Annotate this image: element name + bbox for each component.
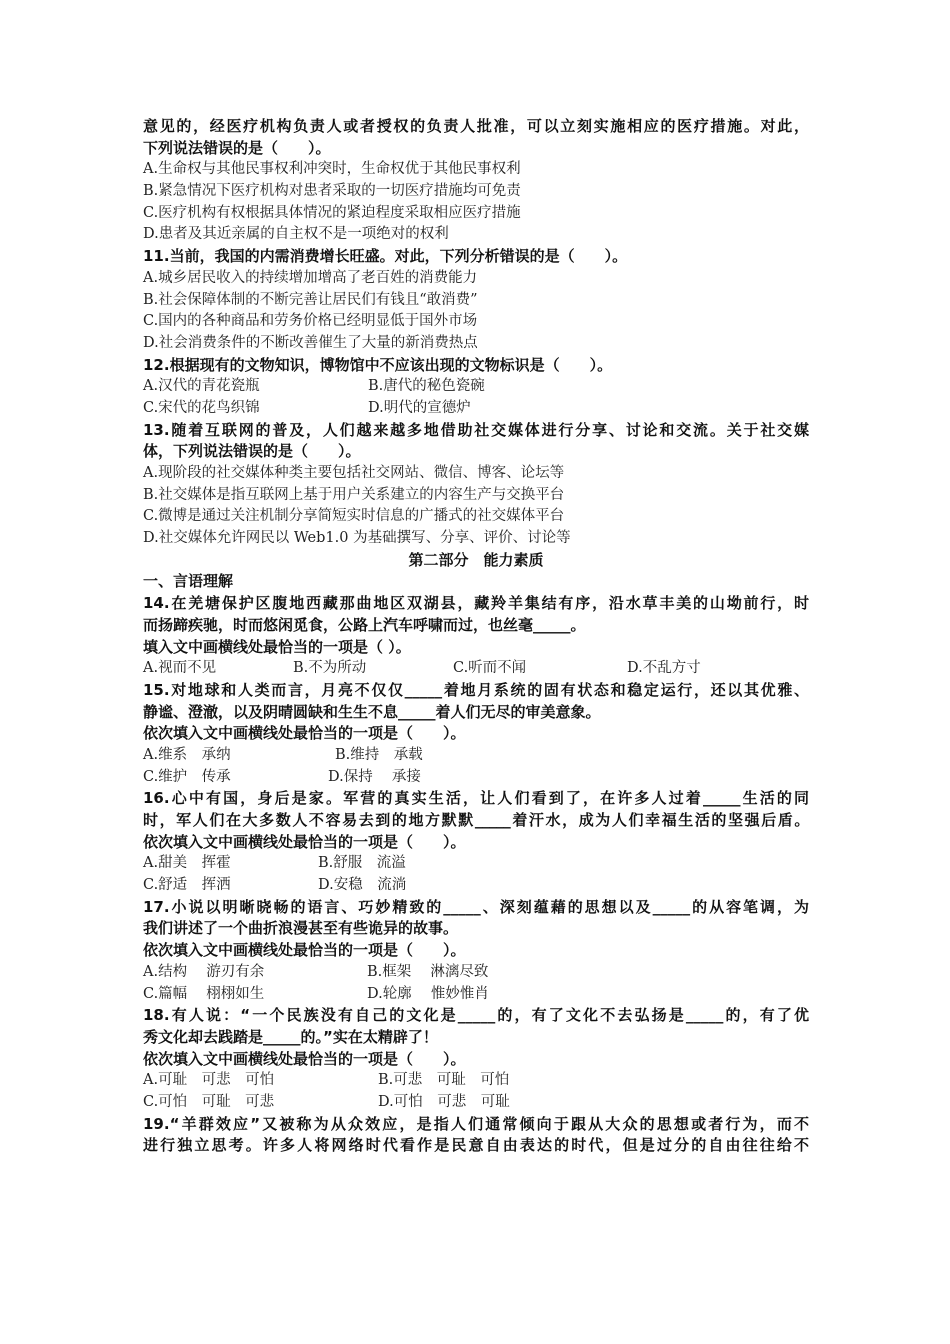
question-18-option-c: C.可怕 可耻 可悲 [143, 1093, 275, 1110]
question-17-option-c: C.篇幅 栩栩如生 [143, 985, 265, 1002]
document-page [143, 116, 809, 1157]
question-17-stem: 我们讲述了一个曲折浪漫甚至有些诡异的故事。 [143, 919, 459, 938]
question-12-option-d: D.明代的宣德炉 [368, 399, 471, 416]
question-11-stem: 11.当前，我国的内需消费增长旺盛。对此，下列分析错误的是（ ）。 [143, 247, 628, 266]
question-10-option-a: A.生命权与其他民事权利冲突时，生命权优于其他民事权利 [143, 161, 521, 178]
question-15-option-d: D.保持 承接 [328, 768, 421, 785]
question-18-option-d: D.可怕 可悲 可耻 [378, 1093, 510, 1110]
question-18-stem: 秀文化却去践踏是_____的。”实在太精辟了！ [143, 1027, 438, 1046]
question-15-option-c: C.维护 传承 [143, 768, 231, 785]
question-17-prompt: 依次填入文中画横线处最恰当的一项是（ ）。 [143, 941, 466, 960]
question-12-option-a: A.汉代的青花瓷瓶 [143, 378, 260, 395]
question-12-stem: 12.根据现有的文物知识，博物馆中不应该出现的文物标识是（ ）。 [143, 355, 613, 374]
question-14-prompt: 填入文中画横线处最恰当的一项是（ ）。 [143, 637, 411, 656]
question-13-option-d: D.社交媒体允许网民以 Web1.0 为基础撰写、分享、评价、讨论等 [143, 530, 571, 547]
question-16-stem: 16.心中有国，身后是家。军营的真实生活，让人们看到了，在许多人过着_____生活的同 [143, 789, 809, 808]
section-verbal-title: 一、言语理解 [143, 572, 234, 591]
question-15-option-b: B.维持 承载 [335, 746, 423, 763]
question-15-prompt: 依次填入文中画横线处最恰当的一项是（ ）。 [143, 724, 466, 743]
question-13-option-b: B.社交媒体是指互联网上基于用户关系建立的内容生产与交换平台 [143, 486, 565, 503]
question-14-option-c: C.听而不闻 [453, 660, 527, 677]
question-14-stem: 而扬蹄疾驰，时而悠闲觅食，公路上汽车呼啸而过，也丝毫_____。 [143, 615, 586, 634]
question-17-options-row [143, 984, 809, 1006]
question-10-option-b: B.紧急情况下医疗机构对患者采取的一切医疗措施均可免责 [143, 183, 521, 200]
question-18-options-row [143, 1070, 809, 1092]
question-17-option-b: B.框架 淋漓尽致 [367, 963, 489, 980]
question-15-options-row [143, 745, 809, 767]
question-16-option-a: A.甜美 挥霍 [143, 855, 231, 872]
question-13-option-c: C.微博是通过关注机制分享简短实时信息的广播式的社交媒体平台 [143, 508, 565, 525]
question-13-option-a: A.现阶段的社交媒体种类主要包括社交网站、微信、博客、论坛等 [143, 465, 565, 481]
question-16-options-row [143, 875, 809, 897]
question-14-options-row [143, 658, 809, 680]
question-14-stem: 14.在羌塘保护区腹地西藏那曲地区双湖县，藏羚羊集结有序，沿水草丰美的山坳前行，时 [143, 594, 809, 613]
question-19-stem: 进行独立思考。许多人将网络时代看作是民意自由表达的时代，但是过分的自由往往给不 [143, 1136, 809, 1155]
question-14-option-b: B.不为所动 [293, 660, 367, 677]
question-11-option-c: C.国内的各种商品和劳务价格已经明显低于国外市场 [143, 313, 478, 330]
question-15-options-row [143, 767, 809, 789]
question-18-stem: 18.有人说：“一个民族没有自己的文化是_____的，有了文化不去弘扬是_____的，有了优 [143, 1006, 809, 1025]
question-17-option-d: D.轮廓 惟妙惟肖 [367, 985, 489, 1002]
question-19-stem: 19.“羊群效应”又被称为从众效应，是指人们通常倾向于跟从大众的思想或者行为，而不 [143, 1114, 809, 1133]
question-13-stem: 13.随着互联网的普及，人们越来越多地借助社交媒体进行分享、讨论和交流。关于社交媒 [143, 420, 809, 439]
question-18-prompt: 依次填入文中画横线处最恰当的一项是（ ）。 [143, 1049, 466, 1068]
question-16-option-b: B.舒服 流溢 [318, 855, 406, 872]
question-11-option-d: D.社会消费条件的不断改善催生了大量的新消费热点 [143, 334, 478, 351]
part-two-title: 第二部分 能力素质 [408, 550, 544, 569]
question-13-stem: 体，下列说法错误的是（ ）。 [143, 442, 361, 461]
question-17-options-row [143, 962, 809, 984]
question-15-stem: 静谧、澄澈，以及阴晴圆缺和生生不息_____着人们无尽的审美意象。 [143, 702, 601, 721]
question-17-stem: 17.小说以明晰晓畅的语言、巧妙精致的_____、深刻蕴藉的思想以及_____的从容笔调，为 [143, 897, 809, 916]
question-18-options-row [143, 1092, 809, 1114]
question-16-option-c: C.舒适 挥洒 [143, 877, 231, 894]
question-18-option-a: A.可耻 可悲 可怕 [143, 1072, 275, 1089]
question-12-options-row [143, 376, 809, 398]
question-14-option-a: A.视而不见 [143, 660, 217, 677]
question-12-option-c: C.宋代的花鸟织锦 [143, 399, 260, 416]
question-15-option-a: A.维系 承纳 [143, 746, 231, 763]
question-11-option-b: B.社会保障体制的不断完善让居民们有钱且“敢消费” [143, 291, 478, 308]
question-17-option-a: A.结构 游刃有余 [143, 963, 265, 980]
question-10-stem: 下列说法错误的是（ ）。 [143, 138, 331, 157]
question-16-prompt: 依次填入文中画横线处最恰当的一项是（ ）。 [143, 832, 466, 851]
question-16-stem: 时，军人们在大多数人不容易去到的地方默默_____着汗水，成为人们幸福生活的坚强后盾。 [143, 811, 809, 829]
question-16-options-row [143, 853, 809, 875]
question-10-option-d: D.患者及其近亲属的自主权不是一项绝对的权利 [143, 226, 449, 243]
question-14-option-d: D.不乱方寸 [627, 660, 701, 677]
question-12-options-row [143, 398, 809, 420]
question-11-option-a: A.城乡居民收入的持续增加增高了老百姓的消费能力 [143, 269, 478, 286]
question-18-option-b: B.可悲 可耻 可怕 [378, 1072, 510, 1089]
question-16-option-d: D.安稳 流淌 [318, 877, 407, 894]
question-12-option-b: B.唐代的秘色瓷碗 [368, 378, 485, 395]
question-10-option-c: C.医疗机构有权根据具体情况的紧迫程度采取相应医疗措施 [143, 204, 521, 221]
question-15-stem: 15.对地球和人类而言，月亮不仅仅_____着地月系统的固有状态和稳定运行，还以其优雅、 [143, 680, 809, 699]
question-10-stem: 意见的，经医疗机构负责人或者授权的负责人批准，可以立刻实施相应的医疗措施。对此， [143, 117, 809, 135]
